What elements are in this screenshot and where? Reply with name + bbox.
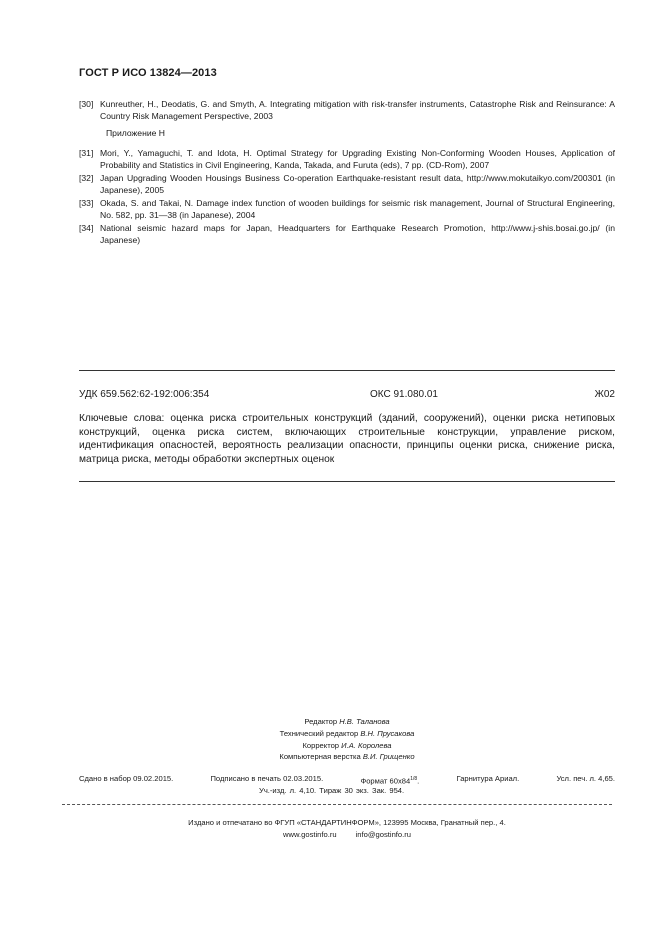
reference-text: National seismic hazard maps for Japan, Headquarters for Earthquake Research Promotion, http://www.j-shis.bosai.go.jp/ (in Japanese): [100, 223, 615, 245]
staff-line: Редактор Н.В. Таланова: [304, 717, 390, 726]
page-title: ГОСТ Р ИСО 13824—2013: [79, 67, 217, 79]
category-code: Ж02: [594, 389, 615, 400]
print-info-row-2: Уч.-изд. л. 4,10. Тираж 30 экз. Зак. 954.: [259, 786, 405, 795]
reference-number: [34]: [79, 223, 94, 233]
staff-line: Компьютерная верстка В.И. Грищенко: [279, 752, 415, 762]
conventional-sheets: Усл. печ. л. 4,65.: [556, 774, 615, 783]
oks-code: ОКС 91.080.01: [370, 389, 438, 400]
divider-top: [79, 370, 615, 371]
imprint-block: [79, 716, 615, 839]
staff-list: [79, 716, 615, 763]
publisher-info: [79, 817, 615, 841]
staff-line: Корректор И.А. Королева: [302, 740, 392, 750]
annex-label: Приложение Н: [106, 128, 165, 138]
reference-text: Mori, Y., Yamaguchi, T. and Idota, H. Optimal Strategy for Upgrading Existing Non-Conforming Wooden Houses, Application of Probability and Statistics in Civil Engineering, Kanda, Takada, and Furuta (eds), 7 pp. (CD-Rom), 2007: [100, 148, 615, 170]
udk-code: УДК 659.562:62-192:006:354: [79, 389, 210, 400]
format-fraction: 1/8: [410, 776, 418, 782]
publisher-contacts: [79, 829, 615, 841]
sent-to-set: Сдано в набор 09.02.2015.: [79, 774, 174, 783]
divider-bottom: [79, 481, 615, 482]
reference-text: Kunreuther, H., Deodatis, G. and Smyth, A. Integrating mitigation with risk-transfer instruments, Catastrophe Risk and Reinsurance: A Country Risk Management Perspective, 2003: [100, 99, 615, 121]
reference-item: [79, 197, 615, 221]
keywords-paragraph: Ключевые слова: оценка риска строительных конструкций (зданий, сооружений), оценки риска нетиповых конструкций, оценка риска систем, включающих строительные конструкции, управление риском, идентификация опасностей, вероятность реализации опасности, принципы оценки риска, снижение риска, матрица риска, методы обработки экспертных оценок: [79, 413, 615, 465]
paper-format: Формат $60х84^{1/8}$.: [360, 776, 420, 786]
staff-line: Технический редактор В.Н. Прусакова: [279, 728, 415, 738]
reference-item: [79, 98, 615, 122]
reference-text: Japan Upgrading Wooden Housings Business Co-operation Earthquake-resistant result data, http://www.mokutaikyo.com/200301 (in Japanese), 2005: [100, 173, 615, 195]
reference-number: [33]: [79, 198, 94, 208]
dashed-divider: [62, 804, 612, 805]
references-list: [79, 98, 615, 246]
reference-number: [30]: [79, 99, 94, 109]
publisher-email[interactable]: info@gostinfo.ru: [355, 830, 412, 839]
typeface: Гарнитура Ариал.: [456, 774, 520, 783]
reference-number: [32]: [79, 173, 94, 183]
signed-to-print: Подписано в печать 02.03.2015.: [210, 774, 324, 783]
publisher-address: Издано и отпечатано во ФГУП «СТАНДАРТИНФОРМ», 123995 Москва, Гранатный пер., 4.: [188, 818, 506, 827]
classification-row: [79, 389, 615, 400]
publisher-website[interactable]: www.gostinfo.ru: [282, 830, 337, 839]
reference-item: [79, 147, 615, 171]
reference-item: [79, 172, 615, 196]
reference-item: [79, 222, 615, 246]
reference-text: Okada, S. and Takai, N. Damage index function of wooden buildings for seismic risk management, Journal of Structural Engineering, No. 582, pp. 31—38 (in Japanese), 2004: [100, 198, 615, 220]
reference-number: [31]: [79, 148, 94, 158]
